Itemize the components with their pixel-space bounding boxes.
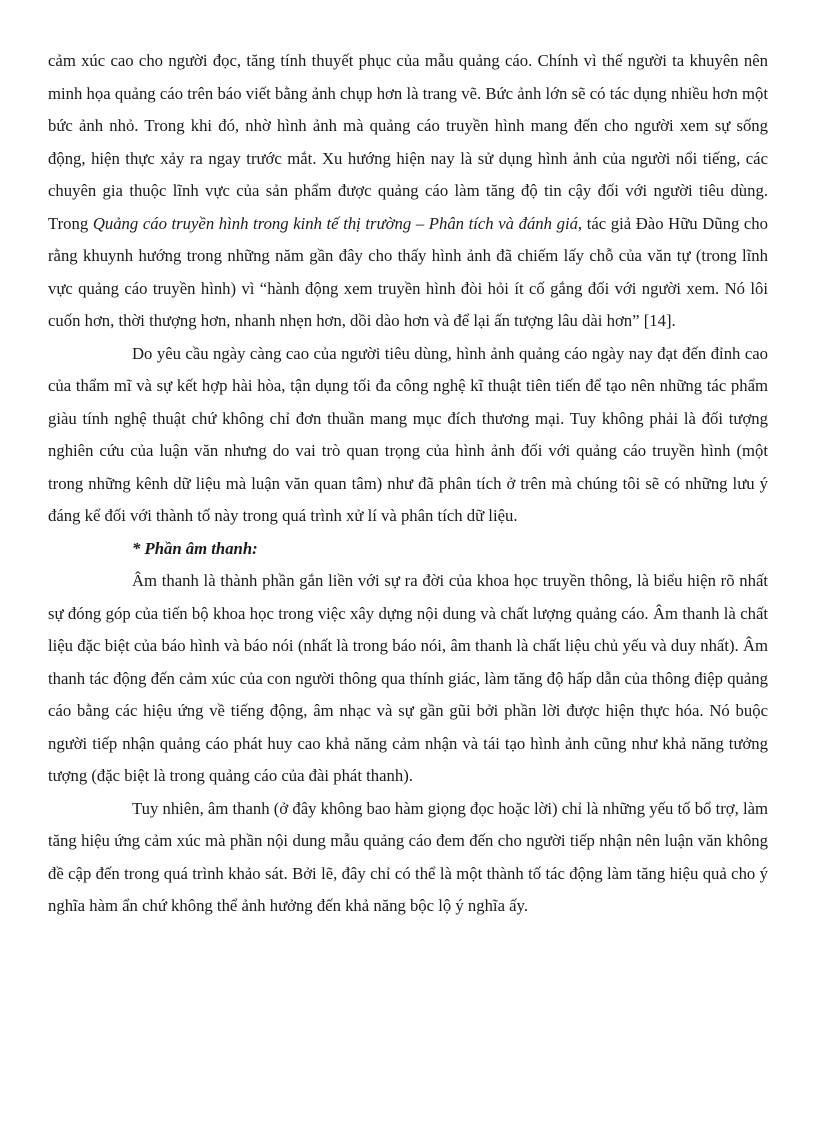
section-heading-sound: * Phần âm thanh: [132,538,258,558]
document-body [48,45,768,923]
cited-book-title: Quảng cáo truyền hình trong kinh tế thị trường – Phân tích và đánh giá [92,213,578,233]
paragraph-sound-definition: Âm thanh là thành phần gắn liền với sự ra đời của khoa học truyền thông, là biểu hiện rõ nhất sự đóng góp của tiến bộ khoa học trong việc xây dựng nội dung và chất lượng quảng cáo. Âm thanh là chất liệu đặc biệt của báo hình và báo nói (nhất là trong báo nói, âm thanh là chất liệu chủ yếu và duy nhất). Âm thanh tác động đến cảm xúc của con người thông qua thính giác, làm tăng độ hấp dẫn của thông điệp quảng cáo bằng các hiệu ứng về tiếng động, âm nhạc và sự gần gũi bởi phần lời được hiện thực hóa. Nó buộc người tiếp nhận quảng cáo phát huy cao khả năng cảm nhận và tái tạo hình ảnh cũng như khả năng tưởng tượng (đặc biệt là trong quảng cáo của đài phát thanh). [48,571,768,785]
paragraph-image-continuation [48,45,768,338]
paragraph-sound-scope: Tuy nhiên, âm thanh (ở đây không bao hàm giọng đọc hoặc lời) chỉ là những yếu tố bổ trợ, làm tăng hiệu ứng cảm xúc mà phần nội dung mẫu quảng cáo đem đến cho người tiếp nhận nên luận văn không đề cập đến trong quá trình khảo sát. Bởi lẽ, đây chỉ có thể là một thành tố tác động làm tăng hiệu quả cho ý nghĩa hàm ẩn chứ không thể ảnh hưởng đến khả năng bộc lộ ý nghĩa ấy. [48,798,768,915]
paragraph-text: , tác giả Đào Hữu Dũng cho rằng khuynh hướng trong những năm gần đây cho thấy hình ảnh đã chiếm lấy chỗ của văn tự (trong lĩnh vực quảng cáo truyền hình) vì “hành động xem truyền hình đòi hỏi ít cố gắng đối với người xem. Nó lôi cuốn hơn, thời thượng hơn, nhanh nhẹn hơn, dồi dào hơn và để lại ấn tượng lâu dài hơn” [14]. [48,213,768,330]
paragraph-text: cảm xúc cao cho người đọc, tăng tính thuyết phục của mẫu quảng cáo. Chính vì thế người ta khuyên nên minh họa quảng cáo trên báo viết bằng ảnh chụp hơn là trang vẽ. Bức ảnh lớn sẽ có tác dụng nhiều hơn một bức ảnh nhỏ. Trong khi đó, nhờ hình ảnh mà quảng cáo truyền hình mang đến cho người xem sự sống động, hiện thực xảy ra ngay trước mắt. Xu hướng hiện nay là sử dụng hình ảnh của người nổi tiếng, các chuyên gia thuộc lĩnh vực của sản phẩm được quảng cáo làm tăng độ tin cậy đối với người tiêu dùng. Trong [48,51,768,233]
paragraph-image-aesthetics: Do yêu cầu ngày càng cao của người tiêu dùng, hình ảnh quảng cáo ngày nay đạt đến đỉnh cao của thẩm mĩ và sự kết hợp hài hòa, tận dụng tối đa công nghệ kĩ thuật tiên tiến để tạo nên những tác phẩm giàu tính nghệ thuật chứ không chỉ đơn thuần mang mục đích thương mại. Tuy không phải là đối tượng nghiên cứu của luận văn nhưng do vai trò quan trọng của hình ảnh đối với quảng cáo truyền hình (một trong những kênh dữ liệu mà luận văn quan tâm) như đã phân tích ở trên mà chúng tôi sẽ có những lưu ý đáng kể đối với thành tố này trong quá trình xử lí và phân tích dữ liệu. [48,343,768,525]
